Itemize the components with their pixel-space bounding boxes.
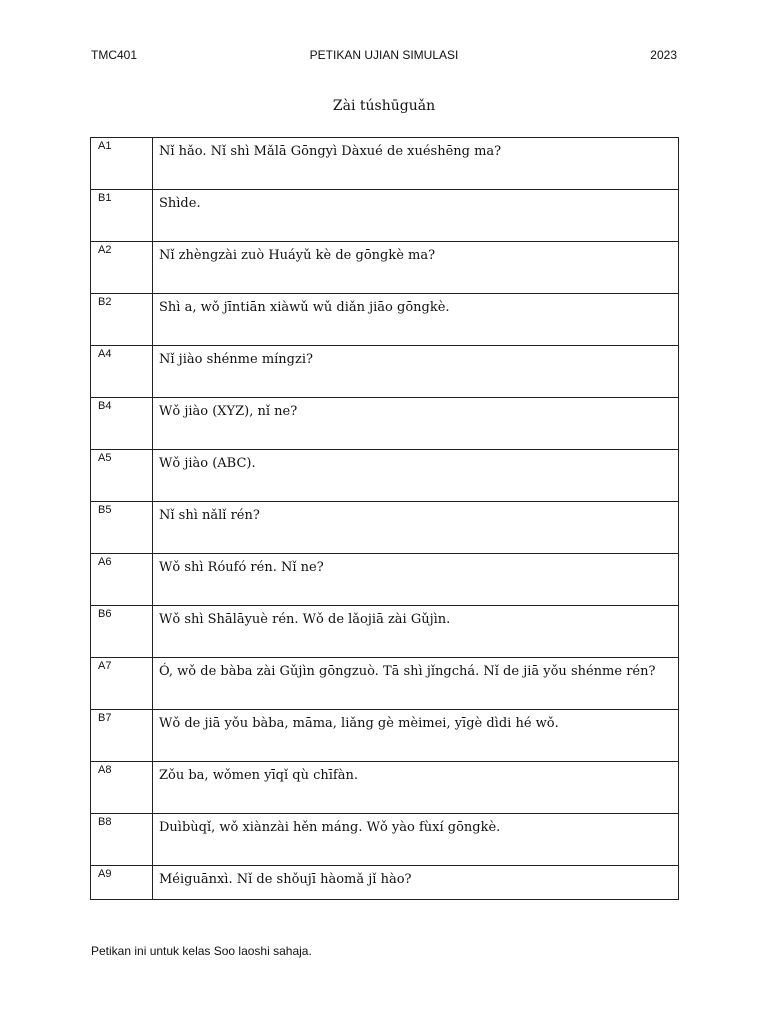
speaker-label: A1 xyxy=(91,138,153,190)
dialogue-row xyxy=(91,502,679,554)
dialogue-row xyxy=(91,762,679,814)
dialogue-line: Shì a, wǒ jīntiān xiàwǔ wǔ diǎn jiāo gōngkè. xyxy=(153,294,679,346)
dialogue-title: Zài túshūguǎn xyxy=(332,98,436,114)
dialogue-line: Ó, wǒ de bàba zài Gǔjìn gōngzuò. Tā shì jǐngchá. Nǐ de jiā yǒu shénme rén? xyxy=(153,658,679,710)
dialogue-row xyxy=(91,866,679,900)
speaker-label: A5 xyxy=(91,450,153,502)
dialogue-line: Wǒ jiào (XYZ), nǐ ne? xyxy=(153,398,679,450)
speaker-label: A9 xyxy=(91,866,153,900)
document-year: 2023 xyxy=(650,48,677,62)
speaker-label: B6 xyxy=(91,606,153,658)
speaker-label: A6 xyxy=(91,554,153,606)
dialogue-line: Nǐ hǎo. Nǐ shì Mǎlā Gōngyì Dàxué de xuéshēng ma? xyxy=(153,138,679,190)
speaker-label: B2 xyxy=(91,294,153,346)
dialogue-row xyxy=(91,398,679,450)
dialogue-row xyxy=(91,606,679,658)
speaker-label: B8 xyxy=(91,814,153,866)
dialogue-row xyxy=(91,242,679,294)
dialogue-line: Wǒ jiào (ABC). xyxy=(153,450,679,502)
dialogue-line: Nǐ zhèngzài zuò Huáyǔ kè de gōngkè ma? xyxy=(153,242,679,294)
dialogue-row xyxy=(91,710,679,762)
dialogue-row xyxy=(91,294,679,346)
dialogue-line: Méiguānxì. Nǐ de shǒujī hàomǎ jǐ hào? xyxy=(153,866,679,900)
dialogue-row xyxy=(91,554,679,606)
dialogue-line: Wǒ shì Shālāyuè rén. Wǒ de lǎojiā zài Gǔjìn. xyxy=(153,606,679,658)
speaker-label: B4 xyxy=(91,398,153,450)
dialogue-line: Nǐ jiào shénme míngzi? xyxy=(153,346,679,398)
footer-note: Petikan ini untuk kelas Soo laoshi sahaja. xyxy=(91,944,312,958)
speaker-label: A2 xyxy=(91,242,153,294)
dialogue-line: Wǒ shì Róufó rén. Nǐ ne? xyxy=(153,554,679,606)
document-heading: PETIKAN UJIAN SIMULASI xyxy=(309,48,459,62)
dialogue-line: Wǒ de jiā yǒu bàba, māma, liǎng gè mèimei, yīgè dìdi hé wǒ. xyxy=(153,710,679,762)
speaker-label: B1 xyxy=(91,190,153,242)
dialogue-line: Duìbùqǐ, wǒ xiànzài hěn máng. Wǒ yào fùxí gōngkè. xyxy=(153,814,679,866)
speaker-label: B7 xyxy=(91,710,153,762)
dialogue-table xyxy=(90,137,679,900)
dialogue-line: Shìde. xyxy=(153,190,679,242)
dialogue-row xyxy=(91,658,679,710)
dialogue-row xyxy=(91,190,679,242)
dialogue-row xyxy=(91,346,679,398)
speaker-label: B5 xyxy=(91,502,153,554)
dialogue-line: Nǐ shì nǎlǐ rén? xyxy=(153,502,679,554)
speaker-label: A7 xyxy=(91,658,153,710)
speaker-label: A4 xyxy=(91,346,153,398)
speaker-label: A8 xyxy=(91,762,153,814)
dialogue-row xyxy=(91,138,679,190)
dialogue-row xyxy=(91,814,679,866)
dialogue-row xyxy=(91,450,679,502)
dialogue-line: Zǒu ba, wǒmen yīqǐ qù chīfàn. xyxy=(153,762,679,814)
course-code: TMC401 xyxy=(91,48,138,62)
